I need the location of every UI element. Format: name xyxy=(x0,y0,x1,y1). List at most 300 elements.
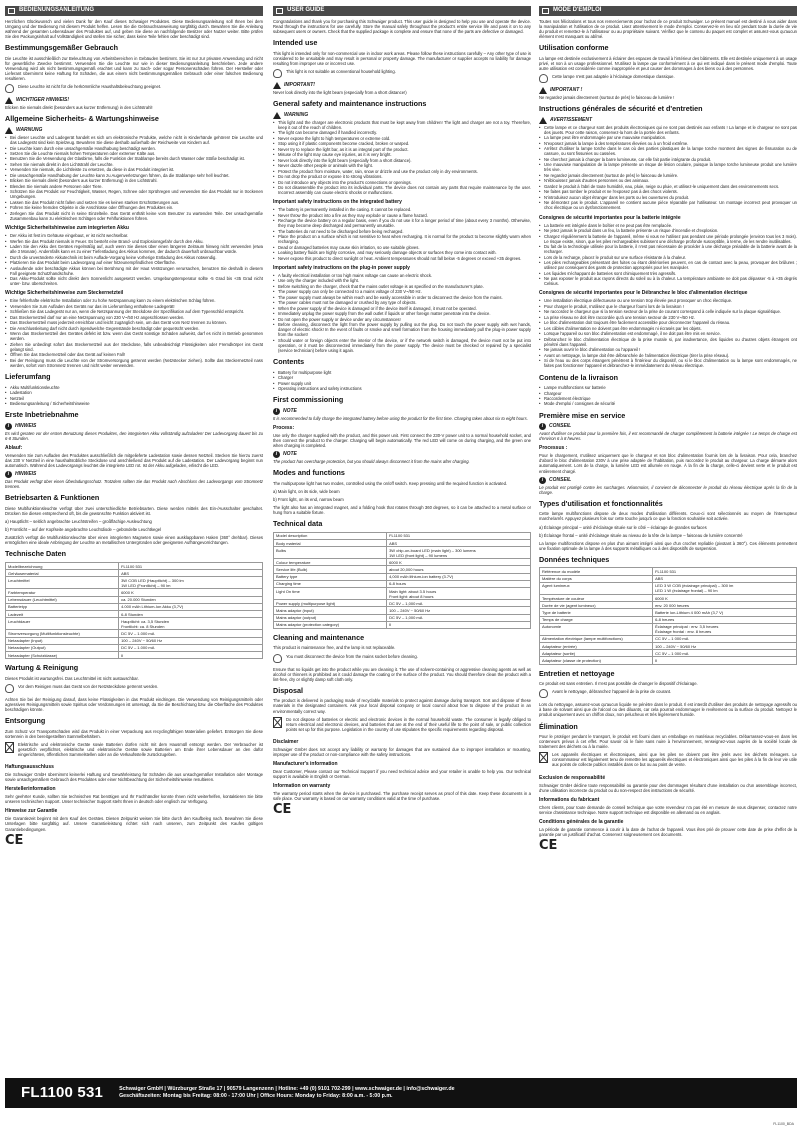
mode-item: a) Main light, on its side, wide beam xyxy=(273,488,340,494)
liability-text: Schwaiger GmbH does not accept any liability or warranty for damages that are sustained due to improper installation or mounting, improper use of the product or non-compliance with the safety instructions. xyxy=(273,746,531,758)
power-supply-item: • The power supply can only be connected to a mains voltage of 230 V~/50 Hz. xyxy=(273,289,531,294)
safety-item: • Never try to replace the light bar, as it is an integral part of the product. xyxy=(273,147,531,152)
spec-value: about 20,000 hours xyxy=(387,566,531,573)
warning-icon xyxy=(5,127,13,134)
table-row xyxy=(6,611,263,618)
ce-mark: CE xyxy=(539,838,558,854)
spec-value: 4,000 mAh lithium-ion battery (3.7V) xyxy=(387,573,531,580)
liability-heading: Haftungsausschluss xyxy=(5,764,54,770)
power-supply-item: • Verwenden Sie zum Aufladen des Geräts nur das im Lieferumfang enthaltene Ladegerät! xyxy=(5,304,263,309)
table-row xyxy=(6,589,263,596)
manufacturer-heading: Informations du fabricant xyxy=(539,796,600,803)
power-supply-item: • Das Steckernetzteil darf nur an eine Netzspannung von 230 V~/50 Hz angeschlossen werden. xyxy=(5,315,263,320)
spec-label: Mains adaptor (protection category) xyxy=(274,621,387,628)
language-header xyxy=(273,6,531,16)
hint-label-heading xyxy=(5,423,263,430)
care-heading: Entretien et nettoyage xyxy=(539,668,615,678)
safety-item: • Protect the product from moisture, water, rain, snow or drizzle and use the product only in dry environments. xyxy=(273,169,531,174)
safety-item: • Zerlegen Sie das Produkt nicht in seine Einzelteile. Das Gerät enthält keine vom Benutzer zu wartenden Teile. Der unsachgemäße Zusammenbau kann zu elektrischen Schlägen oder Fehlfunktionen führen. xyxy=(5,211,263,221)
power-supply-item: • Ziehen Sie unbedingt sofort das Steckernetzteil aus der Steckdose, falls unbeabsichtigt Flüssigkeiten oder Fremdkörper ins Gerät gelangt sind. xyxy=(5,342,263,352)
warning-icon xyxy=(539,117,547,124)
table-row xyxy=(540,623,797,635)
power-supply-item: • Should water or foreign objects enter the interior of the device, or if the network switch is damaged, the device must not be put into operation, or it must be disconnected immediately from the power supply. The device must be checked or repaired by a specialist (service technician) before using it again. xyxy=(273,338,531,353)
table-row xyxy=(6,618,263,630)
manufacturer-text: Chers clients, pour toute demande de conseil technique que votre revendeur n'a pas été en mesure de vous dispenser, contactez notre service d'assistance technique. Notre support technique est disponible en allemand ou en anglais. xyxy=(539,804,797,815)
spec-label: Gehäusematerial xyxy=(6,570,119,577)
care-heading: Wartung & Reinigung xyxy=(5,663,79,673)
table-row xyxy=(274,588,531,600)
info-icon: i xyxy=(539,477,546,484)
language-header xyxy=(539,6,797,16)
column-english xyxy=(273,6,531,1054)
battery-safety-item: • Ne jetez jamais le produit dans un feu, la batterie présente un risque d'incendie et d'explosion. xyxy=(539,228,797,233)
battery-safety-item: • Das Akku-Produkt sollte nicht direkt dem Sonnenlicht ausgesetzt werden. Umgebungstemperatur sollte -5 Grad bis +35 Grad nicht unter- bzw. überschreiten. xyxy=(5,276,263,286)
care-note: You must disconnect the device from the mains socket before cleaning. xyxy=(286,653,418,659)
contents-item: • Power supply unit xyxy=(273,381,531,386)
modes-text: Diese Multifunktionsleuchte verfügt über zwei unterschiedliche Betriebsarten. Diese werden mittels des Ein-/Ausschalter geschaltet. Drücken Sie diesen entsprechend oft, bis die gewünschte Funktion aktiviert ist. xyxy=(5,505,263,516)
warning-label: WARNING xyxy=(284,111,309,118)
power-supply-item: • Une installation électrique défectueuse ou une tension trop élevée peut provoquer un choc électrique. xyxy=(539,298,797,303)
spec-value: DC 5V – 1.000 mA xyxy=(119,644,263,651)
safety-list xyxy=(5,135,263,221)
table-row xyxy=(274,580,531,587)
hint-label-heading xyxy=(539,423,797,430)
table-row xyxy=(274,539,531,546)
battery-safety-item: • Durch die unveränderte Akkutechnik ist beim Auflade-Vorgang keine vorherige Entladung des Akkus notwendig. xyxy=(5,255,263,260)
safety-item: • Do not introduce any objects into the product's connections or openings. xyxy=(273,180,531,185)
spec-value: env. 20 000 heures xyxy=(653,602,797,609)
spec-label: Durée de vie (agent lumineux) xyxy=(540,602,653,609)
battery-safety-heading: Wichtige Sicherheitshinweise zum integrierten Akku xyxy=(5,225,129,232)
important-label: IMPORTANT! xyxy=(284,82,315,89)
hint-label: NOTE xyxy=(283,407,297,414)
safety-item: • Stop using it if plastic components become cracked, broken or warped. xyxy=(273,141,531,146)
contents-item: • Battery for multipurpose light xyxy=(273,370,531,375)
safety-item: • N'exposez jamais la lampe à des températures élevées ou à un froid extrême. xyxy=(539,141,797,146)
battery-safety-item: • Werfen Sie das Produkt niemals in Feuer. Es besteht eine Brand- und Explosionsgefahr durch den Akku. xyxy=(5,239,263,244)
spec-label: Température de couleur xyxy=(540,594,653,601)
safety-item: • Die Leuchte kann durch eine unsachgemäße Handhabung beschädigt werden. xyxy=(5,146,263,151)
battery-safety-item: • Leaking battery fluids are highly corrosive, and may seriously damage objects or surfaces they come into contact with. xyxy=(273,250,531,255)
tech-table xyxy=(273,532,531,629)
safety-item: • Ne démontez pas le produit. L'appareil ne contient aucune pièce réparable par l'utilisateur. Un montage incorrect peut provoquer un choc électrique ou un dysfonctionnement. xyxy=(539,200,797,210)
manufacturer-text: Dear Customer, Please contact our Technical Support if you need technical advice and your retailer is unable to help you. Our technical support is available in English or German. xyxy=(273,769,531,780)
hint-label: CONSEIL xyxy=(549,423,572,430)
important-label-heading xyxy=(539,87,797,94)
battery-safety-item: • Les piles rechargeables présentant des fuites ou étant détériorées peuvent, en cas de contact avec la peau, provoquer des brûlures ; utilisez par conséquent des gants de protection appropriés pour les manipuler. xyxy=(539,260,797,270)
warranty-heading: Information on warranty xyxy=(273,783,331,790)
table-row xyxy=(274,547,531,559)
safety-list xyxy=(273,120,531,196)
manufacturer-heading: Manufacturer's information xyxy=(273,761,338,768)
important-label-heading xyxy=(5,97,263,104)
spec-label: Adaptateur (sortie) xyxy=(540,650,653,657)
spec-label: Leuchtmittel xyxy=(6,577,119,589)
power-supply-heading: Important safety instructions on the plug-in power supply xyxy=(273,264,410,271)
spec-label: Lebensdauer (Leuchtmittel) xyxy=(6,596,119,603)
modes-text: Cette lampe multifonctions dispose de deux modes d'utilisation différents. Ceux-ci sont sélectionnés au moyen de l'interrupteur marche/arrêt. Appuyez plusieurs fois sur cette touche jusqu'à ce que la fonction souhaitée soit activée. xyxy=(539,511,797,522)
safety-item: • Ne faites pas tomber le produit et ne l'exposez pas à des chocs violents. xyxy=(539,189,797,194)
modes-extra: Zusätzlich verfügt die Multifunktionsleuchte über einen integrierten Magneten sowie einen ausklappbaren Haken (360° drehbar). Dieses ermöglichen eine ideale Anbringung der Leuchte an metallischen Untergründen oder geeigneten Aufhängevorrichtungen. xyxy=(5,535,263,546)
care-text: Dieses Produkt ist wartungsfrei. Das Leuchtmittel ist nicht austauschbar. xyxy=(5,675,139,681)
safety-item: • N'introduisez aucun objet étranger dans les ports ou les ouvertures du produit. xyxy=(539,195,797,200)
power-supply-item: • Immediately unplug the power supply from the wall outlet if liquids or other foreign matter penetrate into the device. xyxy=(273,311,531,316)
battery-safety-heading: Important safety instructions on the integrated battery xyxy=(273,199,402,206)
process-heading: Ablauf: xyxy=(5,444,23,451)
hint-label-heading xyxy=(273,408,531,415)
warning-icon xyxy=(5,97,13,104)
light-bulb-icon xyxy=(5,684,14,693)
power-supply-item: • Le bloc d'alimentation doit toujours être facilement accessible pour déconnecter l'appareil du réseau. xyxy=(539,320,797,325)
ce-mark: CE xyxy=(273,802,292,818)
contents-list xyxy=(273,370,531,392)
table-row xyxy=(540,657,797,664)
spec-label: Temps de charge xyxy=(540,616,653,623)
spec-value: DC 5V – 1.000 mA xyxy=(119,630,263,637)
spec-label: Body material xyxy=(274,539,387,546)
delivery-item: • Akku Multifunktionsleuchte xyxy=(5,385,263,390)
spec-value: 100 – 240V ~ 50/60 Hz xyxy=(653,643,797,650)
power-supply-item: • Die Anschlussleitung darf nicht durch irgendwelche Gegenstände beschädigt oder gequetscht werden. xyxy=(5,326,263,331)
table-row xyxy=(6,651,263,658)
language-title: BEDIENUNGSANLEITUNG xyxy=(19,7,95,14)
liability-heading: Disclaimer xyxy=(273,738,299,745)
table-row xyxy=(274,532,531,539)
mode-item: a) Hauptlicht – seitlich angebrachte Leuchtstreifen – großflächige Ausleuchtung xyxy=(5,519,152,525)
care-note: Avant le nettoyage, débranchez l'appareil de la prise de courant. xyxy=(552,689,672,695)
language-title: MODE D'EMPLOI xyxy=(553,7,602,14)
spec-label: Mains adaptor (output) xyxy=(274,614,387,621)
important-label: IMPORTANT ! xyxy=(550,87,583,94)
battery-safety-item: • Never throw the product into a fire as they may explode or cause a flame hazard. xyxy=(273,213,531,218)
contents-item: • Chargeur xyxy=(539,391,797,396)
table-row xyxy=(274,621,531,628)
safety-item: • Verwenden Sie niemals, die Lichtleiste zu ersetzen, da diese in das Produkt integriert ist. xyxy=(5,167,263,172)
hint-label-heading xyxy=(539,477,797,484)
safety-item: • Never dazzle other people or animals with the light. xyxy=(273,163,531,168)
weee-text: Les appareils électriques et électroniques, ainsi que les piles ne doivent pas être jetés avec les déchets ménagers. Le consommateur est légalement tenu de remettre les appareils électriques et électroniques ainsi que les piles à la fin de leur vie utile aux points de collecte publics installés dans ce but ou au point de vente. xyxy=(552,752,797,768)
safety-item: • Lassen Sie das Produkt nicht fallen und setzen Sie es keinen starken Erschütterungen aus. xyxy=(5,200,263,205)
delivery-item: • Netzteil xyxy=(5,396,263,401)
warning-label-heading xyxy=(273,112,531,119)
table-row xyxy=(6,577,263,589)
intro-text: Herzlichen Glückwunsch und vielen Dank für den Kauf dieses Schwaiger Produktes. Diese Bedienungsanleitung soll Ihnen bei dem Umgang und der Bedienung mit diesem Produkt helfen. Lesen Sie die Gebrauchsanweisung sorgfältig durch. Bewahren Sie die Anleitung während der gesamten Lebensdauer des Produktes auf, und geben Sie diese an nachfolgende Besitzer oder Nutzer weiter. Bitte prüfen Sie den Packungsinhalt auf Vollständigkeit und stellen Sie sicher, dass keine Teile fehlen oder beschädigt sind. xyxy=(5,19,263,40)
column-german xyxy=(5,6,263,1054)
battery-safety-item: • Du fait de la technologie utilisée pour la batterie, il n'est pas nécessaire de procéder à une décharge préalable de la batterie avant de la recharger. xyxy=(539,244,797,254)
care-heading: Cleaning and maintenance xyxy=(273,632,365,642)
battery-safety-item: • Platzieren Sie das Produkt beim Ladevorgang auf einer hitzeunempfindlichen Oberfläche. xyxy=(5,260,263,265)
safety-item: • Die unsachgemäße Handhabung der Leuchte kann zu Augenverletzungen führen, da die Stablampe sehr hell leuchtet. xyxy=(5,173,263,178)
spec-label: Matière du corps xyxy=(540,575,653,582)
spec-value: II xyxy=(387,621,531,628)
hint-label-heading xyxy=(5,471,263,478)
tech-table xyxy=(5,562,263,659)
spec-label: Battery type xyxy=(274,573,387,580)
table-row xyxy=(6,644,263,651)
important-label: WICHTIGER HINWEIS! xyxy=(16,97,70,104)
info-icon: i xyxy=(273,451,280,458)
battery-safety-item: • Place the product on a surface which is not sensitive to heat when recharging. It is normal for the product to become slightly warm when recharging. xyxy=(273,234,531,244)
light-bulb-icon xyxy=(539,74,548,83)
care-note-row xyxy=(5,684,263,693)
power-supply-item: • A faulty electrical installation or too high mains voltage can cause an electric shock. xyxy=(273,273,531,278)
spec-value: ABS xyxy=(387,539,531,546)
power-supply-item: • When the power supply of the device is damaged or if the device itself is damaged, it must not be operated. xyxy=(273,306,531,311)
spec-label: Model description xyxy=(274,532,387,539)
safety-heading: Allgemeine Sicherheits- & Wartungshinweise xyxy=(5,114,159,124)
info-icon: i xyxy=(273,408,280,415)
power-supply-item: • The power cables must not be damaged or crushed by any type of objects. xyxy=(273,300,531,305)
safety-list xyxy=(539,125,797,211)
disposal-text: Zum Schutz vor Transportschäden wird das Produkt in einer Verpackung aus recyclingfähigen Materialien geliefert. Entsorgen Sie diese sortenrein in den bereitgestellten Sammelbehältern. xyxy=(5,728,263,739)
important-text: Blicken Sie niemals direkt (besonders aus kurzer Entfernung) in den Lichtstrahl! xyxy=(5,105,153,111)
care-text2: Lors du nettoyage, assurez-vous qu'aucun liquide ne pénètre dans le produit. Il est interdit d'utiliser des produits de nettoyage agressifs ou à base de solvant ainsi que de l'alcool ou des diluants, car cela pourrait endommager le revêtement ou la surface du produit. Nettoyez le produit uniquement avec un chiffon doux, non pelucheux et très légèrement humide. xyxy=(539,702,797,718)
mode-item: b) Front light, on its end, narrow beam xyxy=(273,496,344,502)
battery-safety-list xyxy=(5,233,263,286)
mode-item: b) Éclairage frontal – unité d'éclairage située au niveau de la tête de la lampe – faisceau de lumière concentré xyxy=(539,532,743,538)
warranty-heading: Hinweise zur Garantie xyxy=(5,808,58,815)
spec-label: Colour temperature xyxy=(274,559,387,566)
battery-safety-item: • Lors de la recharge, placez le produit sur une surface résistante à la chaleur. xyxy=(539,255,797,260)
household-note-row xyxy=(273,69,531,78)
warning-label: WARNUNG xyxy=(16,126,43,133)
first-use-hint: Es wird geraten vor der ersten Benutzung dieses Produktes, den integrierten Akku vollständig aufzuladen! Der Ladevorgang dauert bis zu 6-8 Stunden. xyxy=(5,430,263,441)
spec-value: 100 – 240V ~ 50/60 Hz xyxy=(387,607,531,614)
safety-item: • Une mauvaise manipulation de la lampe présente un risque de lésion oculaire, puisque la lampe torche lumineuse produit une lumière très vive. xyxy=(539,162,797,172)
company-info xyxy=(119,1086,454,1100)
delivery-item: • Ladestation xyxy=(5,390,263,395)
spec-value: 6-8 heures xyxy=(653,616,797,623)
delivery-item: • Bedienungsanleitung / Sicherheitshinweise xyxy=(5,401,263,406)
spec-label: Référence du modèle xyxy=(540,568,653,575)
spec-value: ABS xyxy=(653,575,797,582)
warning-icon xyxy=(273,112,281,119)
column-french xyxy=(539,6,797,1054)
language-header xyxy=(5,6,263,16)
manufacturer-heading: Herstellerinformation xyxy=(5,786,56,793)
table-row xyxy=(274,614,531,621)
spec-value: 6000 K xyxy=(119,589,263,596)
power-supply-item: • Lorsque l'appareil ou son bloc d'alimentation est endommagé, il ne doit pas être mis en service. xyxy=(539,331,797,336)
spec-label: Alimentation électrique (lampe multifonctions) xyxy=(540,635,653,642)
safety-heading: General safety and maintenance instructions xyxy=(273,99,427,109)
table-row xyxy=(274,607,531,614)
power-supply-item: • Si de l'eau ou des corps étrangers pénètrent à l'intérieur du dispositif, ou si le bloc d'alimentation ou la lampe sont endommagés, ne faites pas fonctionner l'appareil et débranchez-le immédiatement du réseau électrique. xyxy=(539,358,797,368)
spec-label: Bulbs xyxy=(274,547,387,559)
flag-icon xyxy=(276,8,283,14)
spec-label: Charging time xyxy=(274,580,387,587)
spec-value: DC 5V – 1,000 mA xyxy=(387,614,531,621)
weee-row xyxy=(539,752,797,770)
safety-item: • This light and the charger are electronic products that must be kept away from children! The light and charger are not a toy. Therefore, keep it out of the reach of children. xyxy=(273,120,531,130)
tech-heading: Données techniques xyxy=(539,554,610,564)
intended-use-text: This light is intended only for non-commercial use in indoor work areas. Please follow these instructions carefully – Any other type of use is considered to be unsuitable and may result in personal or property damage. The manufacturer or supplier accepts no liability for damage resulting from improper use or incorrect use. xyxy=(273,50,531,66)
battery-safety-item: • Auslaufende oder beschädigte Akkus können bei Berührung mit der Haut Verätzungen verursachen, benutzen Sie deshalb in diesem Fall geeignete Schutzhandschuhe. xyxy=(5,266,263,276)
table-row xyxy=(274,559,531,566)
disposal-text: The product is delivered in packaging made of recyclable materials to protect against damage during transport. Sort and dispose of these materials in the designated containers. Ask your local disposal company or local council about how to dispose of the product in an environmentally correct way. xyxy=(273,698,531,714)
important-text: Never look directly into the light beam (especially from a short distance!) xyxy=(273,90,407,96)
modes-extra: La lampe multifonctions dispose en plus d'un aimant intégré ainsi que d'un crochet repliable (pivotant à 360°). Ces éléments permettent une fixation optimale de la lampe à des supports métalliques ou à des dispositifs de suspension. xyxy=(539,540,797,551)
disposal-heading: Élimination xyxy=(539,721,578,731)
spec-value: 6-8 Stunden xyxy=(119,611,263,618)
spec-label: Batterietyp xyxy=(6,603,119,610)
table-row xyxy=(274,573,531,580)
hint-label-heading xyxy=(273,451,531,458)
spec-label: Adaptateur (entrée) xyxy=(540,643,653,650)
household-note: Diese Leuchte ist nicht für die herkömmliche Haushaltsbeleuchtung geeignet. xyxy=(18,84,162,90)
table-row xyxy=(274,600,531,607)
intended-use-heading: Intended use xyxy=(273,38,318,48)
safety-item: • Misuse of the light may cause eye injuries, as it is very bright. xyxy=(273,152,531,157)
safety-item: • Gardez le produit à l'abri de toute humidité, eau, pluie, neige ou pluie, et utilisez-le uniquement dans des environnements secs. xyxy=(539,184,797,189)
care-text: This product is maintenance free, and the lamp is not replaceable. xyxy=(273,645,396,651)
power-supply-item: • Öffnen Sie das Steckernetzteil oder das Gerät auf keinen Fall! xyxy=(5,352,263,357)
weee-row xyxy=(273,717,531,735)
power-supply-item: • La prise réseau ne doit être raccordée qu'à une tension secteur de 230 V~/50 Hz. xyxy=(539,315,797,320)
household-note: Cette lampe n'est pas adaptée à l'éclairage domestique classique. xyxy=(552,74,675,80)
light-bulb-icon xyxy=(539,689,548,698)
important-text: Ne regardez jamais directement (surtout de près) le faisceau de lumière ! xyxy=(539,95,675,101)
safety-item: • Blicken Sie niemals direkt (besonders aus kurzer Entfernung) in den Lichtstrahl. xyxy=(5,178,263,183)
power-supply-item: • Use only the charger included with the light. xyxy=(273,278,531,283)
process-heading: Process: xyxy=(273,424,295,431)
safety-item: • N'éblouissez jamais d'autres personnes ou des animaux. xyxy=(539,178,797,183)
battery-safety-item: • Never expose this product to direct sunlight or heat. Ambient temperatures should not fall below -5 degrees or exceed +35 degrees. xyxy=(273,256,531,261)
weee-row xyxy=(5,742,263,760)
battery-safety-item: • Recharge the device battery on a regular basis, even if you do not use it for a longer period of time (about every 3 months). Otherwise, they may become deep discharged and permanently unusable. xyxy=(273,218,531,228)
contents-item: • Charger xyxy=(273,375,531,380)
safety-item: • Do not disassemble the product into its individual parts. The device does not contain any parts that require maintenance by the user. Incorrect assembly can cause electric shocks or malfunctions. xyxy=(273,185,531,195)
safety-item: • Ne regardez jamais directement (surtout de près) le faisceau de lumière. xyxy=(539,173,797,178)
modes-heading: Modes and functions xyxy=(273,468,345,478)
safety-item: • Blenden Sie niemals andere Personen oder Tiere. xyxy=(5,184,263,189)
language-title: USER GUIDE xyxy=(287,7,325,14)
power-supply-item: • The power supply must always be within reach and be easily accessible in order to disconnect the device from the mains. xyxy=(273,295,531,300)
spec-label: Autonomie xyxy=(540,623,653,635)
safety-item: • Ne cherchez jamais à changer la barre lumineuse, car elle fait partie intégrante du produit. xyxy=(539,157,797,162)
intended-use-text: Die Leuchte ist ausschließlich zur Beleuchtung von Arbeitsbereichen in Gebäuden bestimmt. Sie ist nur zur privaten Anwendung und nicht für gewerbliche Zwecke bestimmt. Verwenden Sie die Leuchte nur wie in dieser Bedienungsanleitung beschrieben. Jede andere Verwendung wird als nicht bestimmungsgemäß erachtet und kann zu Sach- oder sogar Personenschäden führen. Der Hersteller oder Lieferant übernimmt keine Haftung für Schäden, die aus einem nicht bestimmungsgemäßen Gebrauch oder einer falschen Bedienung resultieren. xyxy=(5,55,263,82)
table-row xyxy=(6,570,263,577)
spec-value: 4.000 mAh Lithium-Ion Akku (3,7V) xyxy=(119,603,263,610)
tech-heading: Technical data xyxy=(273,519,323,529)
spec-value: Hauptlicht: ca. 3,5 Stunden Frontlicht: ca. 8 Stunden xyxy=(119,618,263,630)
spec-value: DC 5V – 1,000 mA xyxy=(387,600,531,607)
care-text: Ce produit est sans entretien. Il n'est pas possible de changer le dispositif d'éclairage. xyxy=(539,681,698,687)
light-bulb-icon xyxy=(273,654,282,663)
mode-item: a) Éclairage principal – unité d'éclairage située sur le côté – éclairage de grandes surfaces xyxy=(539,524,707,530)
spec-value: ca. 20.000 Stunden xyxy=(119,596,263,603)
spec-label: Netzadapter (Input) xyxy=(6,637,119,644)
intended-use-heading: Utilisation conforme xyxy=(539,43,609,53)
spec-value: FL1100 531 xyxy=(119,562,263,569)
battery-safety-item: • The batteries do not need to be discharged before being recharged. xyxy=(273,229,531,234)
battery-safety-item: • La batterie est intégrée dans le boîtier et ne peut pas être remplacée. xyxy=(539,223,797,228)
first-use-heading: Première mise en service xyxy=(539,410,626,420)
contents-item: • Raccordement électrique xyxy=(539,396,797,401)
crossed-bin-icon xyxy=(5,742,14,753)
ce-mark: CE xyxy=(5,832,24,848)
process-text: Verwenden Sie zum Aufladen des Produktes ausschließlich die mitgelieferte Ladestation sowie dessen Netzteil. Stecken Sie hierzu zuerst das 230 V Netzteil in eine haushaltsübliche Steckdose und anschließend das Produkt auf die Ladestation. Der Ladevorgang beginnt nun automatisch. Während des Ladevorgangs leuchtet die integrierte LED rot. Ist der Akku aufgeladen, erlischt die LED. xyxy=(5,452,263,469)
table-row xyxy=(540,643,797,650)
company-address: Schwaiger GmbH | Würzburger Straße 17 | 90579 Langenzenn | Hotline: +49 (0) 9101 702-299 | www.schwaiger.de | info@schwaiger.de xyxy=(119,1086,455,1092)
spec-label: Mains adaptor (input) xyxy=(274,607,387,614)
power-supply-item: • Before cleaning, disconnect the light from the power supply by pulling out the plug. Do not touch the power supply with wet hands, danger of electric shock! In the event of faults or smoke and smell formation from the housing immediately pull the plug-in power supply from the socket! xyxy=(273,322,531,337)
spec-label: Modellbezeichnung xyxy=(6,562,119,569)
spec-label: Light On time xyxy=(274,588,387,600)
battery-safety-item: • Dead or damaged batteries may cause skin irritation, so use suitable gloves. xyxy=(273,245,531,250)
light-bulb-icon xyxy=(273,69,282,78)
spec-value: II xyxy=(653,657,797,664)
safety-item: • Never expose the light to high temperatures or extreme cold. xyxy=(273,136,531,141)
table-row xyxy=(540,609,797,616)
contents-list xyxy=(539,385,797,407)
spec-label: Adaptateur (classe de protection) xyxy=(540,657,653,664)
battery-safety-heading: Consignes de sécurité importantes pour la batterie intégrée xyxy=(539,214,681,221)
intended-use-text: La lampe est destinée exclusivement à éclairer des espaces de travail à l'intérieur des bâtiments. Elle est destinée uniquement à un usage privé, et non à un usage professionnel. N'utilisez la lampe que conformément à ce qui est indiqué dans le présent mode d'emploi. Toute autre utilisation est considérée comme inappropriée et peut causer des dommages à des biens ou à des personnes. xyxy=(539,55,797,72)
spec-value: LED 3 W COB (éclairage principal) – 300 lm LED 1 W (éclairage frontal) – 90 lm xyxy=(653,582,797,594)
spec-value: 6000 K xyxy=(653,594,797,601)
power-supply-item: • Eine fehlerhafte elektrische Installation oder zu hohe Netzspannung kann zu einem elektrischen Schlag führen. xyxy=(5,298,263,303)
hint-label: HINWEIS xyxy=(15,471,37,478)
safety-item: • Schützen Sie das Produkt vor Feuchtigkeit, Wasser, Regen, Schnee oder Sprühregen und verwenden Sie das Produkt nur in trockenen Umgebungen. xyxy=(5,189,263,199)
spec-label: Netzadapter (Output) xyxy=(6,644,119,651)
contents-item: • Lampe multifonctions sur batterie xyxy=(539,385,797,390)
liability-heading: Exclusion de responsabilité xyxy=(539,774,606,781)
power-supply-item: • Das Steckernetzteil muss jederzeit erreichbar und leicht zugänglich sein, um das Gerät vom Netz trennen zu können. xyxy=(5,320,263,325)
safety-item: • Never look directly into the light beam (especially from a short distance). xyxy=(273,158,531,163)
intro-text: Congratulations and thank you for purchasing this Schwaiger product. This user guide is designed to help you use and operate the device. Read through the instructions for use carefully. Store the manual safely throughout the product's entire service life and pass it on to any subsequent users or owners. Check that the supplied package is complete and ensure that none of the parts are defective or damaged. xyxy=(273,19,531,35)
table-row xyxy=(6,630,263,637)
household-note-row xyxy=(5,84,263,93)
hint-label: NOTE xyxy=(283,451,297,458)
info-icon: i xyxy=(5,471,12,478)
delivery-heading: Lieferumfang xyxy=(5,372,51,382)
spec-label: Netzadapter (Schutzklasse) xyxy=(6,651,119,658)
spec-label: Ladezeit xyxy=(6,611,119,618)
power-supply-list xyxy=(5,298,263,368)
care-text2: Achten Sie bei der Reinigung darauf, dass keine Flüssigkeiten in das Produkt eindringen. Die Verwendung von Reinigungsmitteln oder agressiven Reinigungsmitteln sowie Spiritus oder Verdünnungen ist untersagt, da Sie die Beschichtung bzw. die Oberfläche des Produktes beschädigen könnte. xyxy=(5,696,263,712)
table-row xyxy=(6,562,263,569)
hint-label: CONSEIL xyxy=(549,476,572,483)
warning-icon xyxy=(273,82,281,89)
disposal-heading: Entsorgung xyxy=(5,716,46,726)
table-row xyxy=(540,582,797,594)
tech-table xyxy=(539,567,797,664)
table-row xyxy=(540,635,797,642)
process-text: Pour le chargement, n'utilisez uniquement que le chargeur et son bloc d'alimentation fournis lors de la livraison. Pour cela, branchez d'abord le bloc d'alimentation 230V à une prise adaptée de l'habitation, puis raccordez le produit au chargeur. La charge démarre alors automatiquement. Lors de la charge, la lumière LED est allumée en rouge. À la fin de la charge, celle-ci devient verte et le produit est entièrement chargé. xyxy=(539,453,797,474)
contents-heading: Contents xyxy=(273,357,305,367)
safety-item: • Arrêtez d'utiliser la lampe torche dans le cas où des parties plastiques de la lampe torche montrent des signes de fissuration ou de cassure, ou sont fissurées ou cassées. xyxy=(539,146,797,156)
battery-safety-item: • Les liquides s'échappant de batteries sont chimiquement très agressifs. xyxy=(539,271,797,276)
battery-safety-item: • Chargez régulièrement la batterie de l'appareil, même si vous ne l'utilisez pas pendant une période prolongée (environ tous les 3 mois). Le risque existe, sinon, que les piles rechargeables subissent une décharge profonde susceptible, à terme, de les rendre inutilisables. xyxy=(539,234,797,244)
table-row xyxy=(6,596,263,603)
warranty-text: The warranty period starts when the device is purchased. The purchase receipt serves as proof of this date. Keep these documents in a safe place. Our warranty is based on our warranty conditions valid at the time of purchase. xyxy=(273,791,531,802)
modes-extra: The light also has an integrated magnet, and a folding hook that rotates through 360 degrees, so it can be attached to a metal surface or hung from a suitable fixture. xyxy=(273,505,531,516)
spec-value: ABS xyxy=(119,570,263,577)
safety-item: • Cette lampe et ce chargeur sont des produits électroniques qui ne sont pas destinés aux enfants ! La lampe et le chargeur ne sont pas des jouets. Pour cette raison, conservez-la hors de la portée des enfants. xyxy=(539,125,797,135)
care-note-row xyxy=(273,654,531,663)
spec-label: Service life (Bulb) xyxy=(274,566,387,573)
disposal-heading: Disposal xyxy=(273,685,303,695)
warranty-text: Die Garantiezeit beginnt mit dem Kauf des Gerätes. Diesen Zeitpunkt weisen Sie bitte durch den Kaufbeleg nach. Bewahren Sie diese Unterlagen bitte sorgfältig auf. Unsere Garantieleistung richtet sich nach unseren, zum Zeitpunkt des Kaufes gültigen Garantiebedingungen. xyxy=(5,816,263,832)
table-row xyxy=(6,603,263,610)
power-supply-item: • Pour charger le produit, n'utilisez que le chargeur fourni lors de la livraison ! xyxy=(539,304,797,309)
safety-item: • Bei dieser Leuchte und Ladegerät handelt es sich um elektronische Produkte, welche nicht in Kinderhände gehören! Die Leuchte und das Ladegerät sind kein Spielzeug. Bewahren Sie diese deshalb außerhalb der Reichweite von Kindern auf. xyxy=(5,135,263,145)
light-bulb-icon xyxy=(5,84,14,93)
household-note: This light is not suitable as conventional household lighting. xyxy=(286,69,396,75)
care-text2: Ensure that no liquids get into the product while you are cleaning it. The use of solvent-containing or aggressive cleaning agents as well as alcohol or thinners is prohibited as it could damage the coating or the surface of the product. You should therefore clean the product with a lint-free, dry or slightly damp soft cloth only. xyxy=(273,666,531,682)
power-supply-item: • Schließen Sie das Ladegerät nur an, wenn die Netzspannung der Steckdose der Spezifikation auf dem Typenschild entspricht. xyxy=(5,309,263,314)
